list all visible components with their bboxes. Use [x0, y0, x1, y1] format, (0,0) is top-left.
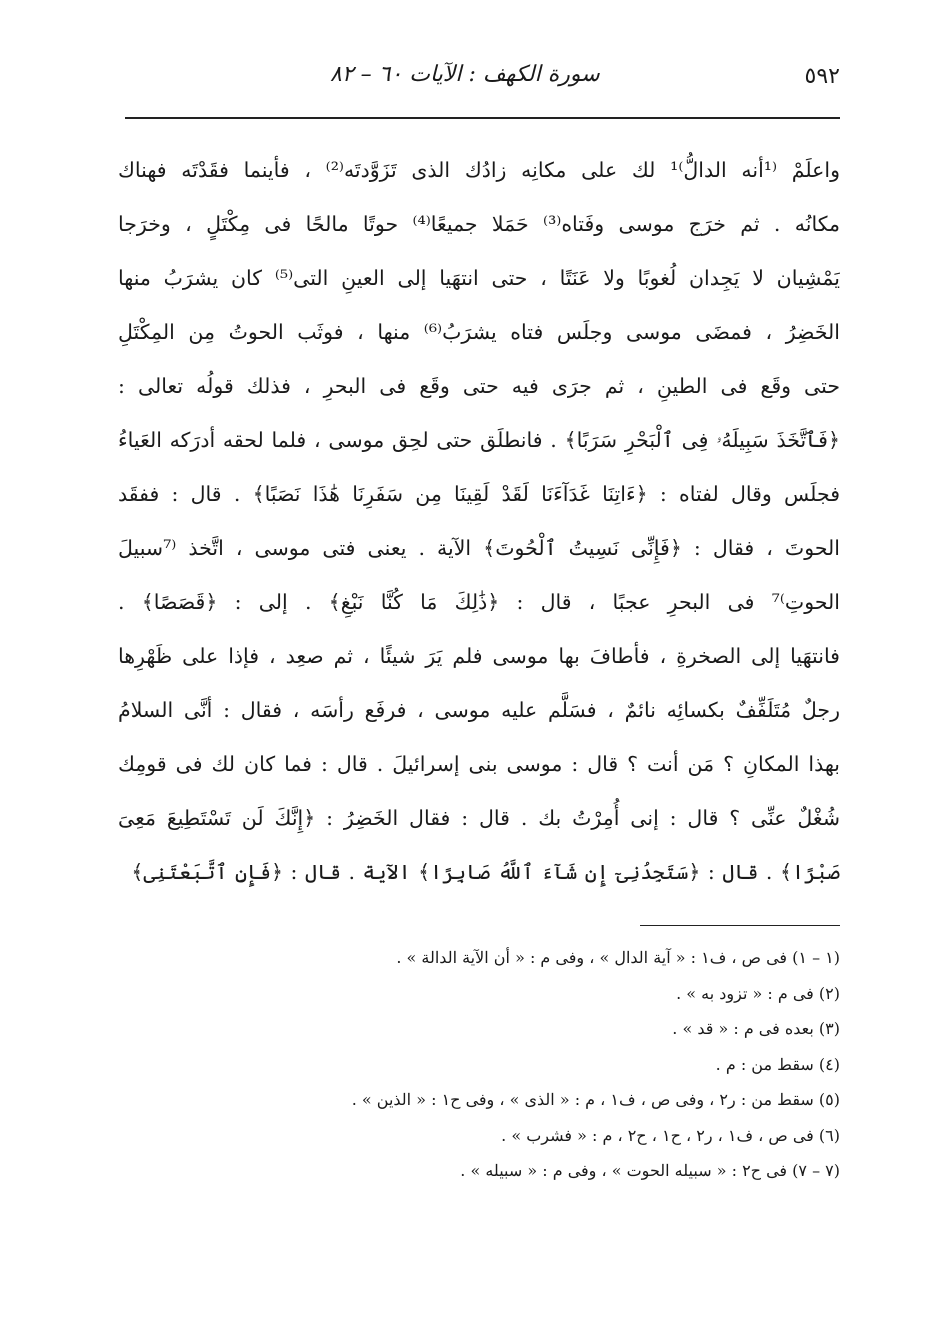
- text-line: حتى وقَع فى الطينِ ، ثم جرَى فيه حتى وقَع فى البحرِ ، فذلك قولُه تعالى :: [118, 374, 840, 398]
- text-line: يَمْشِيان لا يَجِدان لُغوبًا ولا عَنَتًا ، حتى انتهَيا إلى العينِ التى⁽⁵⁾ كان يشرَبُ منها: [118, 266, 840, 290]
- text-line: صَبْرًا﴾ . قال : ﴿سَتَجِدُنِىٓ إِن شَآءَ ٱللَّهُ صَابِرًا﴾ الآية . قال : ﴿فَإِنِ ٱتَّبَعْتَنِى﴾: [131, 860, 840, 884]
- text-line: الحوتِ⁾⁷ فى البحرِ عجبًا ، قال : ﴿ذَٰلِكَ مَا كُنَّا نَبْغِ﴾ . إلى : ﴿قَصَصًا﴾ .: [118, 590, 840, 614]
- text-line: فجلَس وقال لفتاه : ﴿ءَاتِنَا غَدَآءَنَا لَقَدْ لَقِينَا مِن سَفَرِنَا هَٰذَا نَصَبًا﴾ . قال : ففقَد: [118, 482, 840, 506]
- footnote: (١ – ١) فى ص ، ف١ : « آية الدال » ، وفى م : « أن الآية الدالة » .: [396, 948, 840, 967]
- footnote: (٣) بعده فى م : « قد » .: [672, 1019, 840, 1038]
- running-title: سورة الكهف : الآيات ٦٠ – ٨٢: [330, 62, 600, 87]
- page-header: [125, 62, 840, 102]
- footnotes: [160, 940, 840, 1189]
- text-line: شُغْلٌ عنِّى ؟ قال : إنى أُمِرْتُ بك . قال : فقال الخَضِرُ : ﴿إِنَّكَ لَن تَسْتَطِيعَ مَعِىَ: [118, 806, 840, 830]
- footnote-rule: [640, 925, 840, 926]
- footnote: (٧ – ٧) فى ح٢ : « سبيله الحوت » ، وفى م : « سبيله » .: [460, 1161, 840, 1180]
- text-line: واعلَمْ ⁽¹أنه الدالُّ⁾¹ لك على مكانِه زادُك الذى تَزَوَّدتَه⁽²⁾ ، فأينما فقَدْتَه فهناك: [118, 158, 840, 182]
- footnote: (٦) فى ص ، ف١ ، ر٢ ، ح١ ، ح٢ ، م : « فشرب » .: [501, 1125, 840, 1145]
- footnote: (٥) سقط من : ر٢ ، وفى ص ، ف١ ، م : « الذى » ، وفى ح١ : « الذين » .: [351, 1090, 840, 1109]
- text-line: الخَضِرُ ، فمضَى موسى وجلَس فتاه يشرَبُ⁽⁶⁾ منها ، فوثَب الحوتُ مِن المِكْتَلِ: [118, 320, 840, 344]
- text-line: الحوتَ ، فقال : ﴿فَإِنِّى نَسِيتُ ٱلْحُوتَ﴾ الآية . يعنى فتى موسى ، اتَّخذ ⁽⁷سبيلَ: [118, 536, 840, 560]
- main-text: [118, 143, 840, 899]
- header-rule: [125, 117, 840, 119]
- text-line: بهذا المكانِ ؟ مَن أنت ؟ قال : موسى بنى إسرائيلَ . قال : فما كان لك فى قومِك: [118, 752, 840, 776]
- footnote: (٢) فى م : « تزود به » .: [676, 983, 840, 1003]
- text-line: رجلٌ مُتَلَفِّفٌ بكسائِه نائمٌ ، فسَلَّم عليه موسى ، فرفَع رأسَه ، فقال : أنَّى السلامُ: [118, 698, 840, 722]
- text-line: ﴿فَٱتَّخَذَ سَبِيلَهُۥ فِى ٱلْبَحْرِ سَرَبًا﴾ . فانطلَق حتى لحِق موسى ، فلما لحقه أدرَكه العَياءُ: [118, 428, 840, 452]
- page-number: ٥٩٢: [804, 64, 840, 89]
- text-line: فانتهَيا إلى الصخرةِ ، فأطافَ بها موسى فلم يَرَ شيئًا ، ثم صعِد ، فإذا على ظَهْرِها: [118, 644, 840, 668]
- text-line: مكانُه . ثم خرَج موسى وفَتاه⁽³⁾ حَمَلا جميعًا⁽⁴⁾ حوتًا مالحًا فى مِكْتَلٍ ، وخرَجا: [118, 212, 840, 236]
- footnote: (٤) سقط من : م .: [715, 1054, 840, 1074]
